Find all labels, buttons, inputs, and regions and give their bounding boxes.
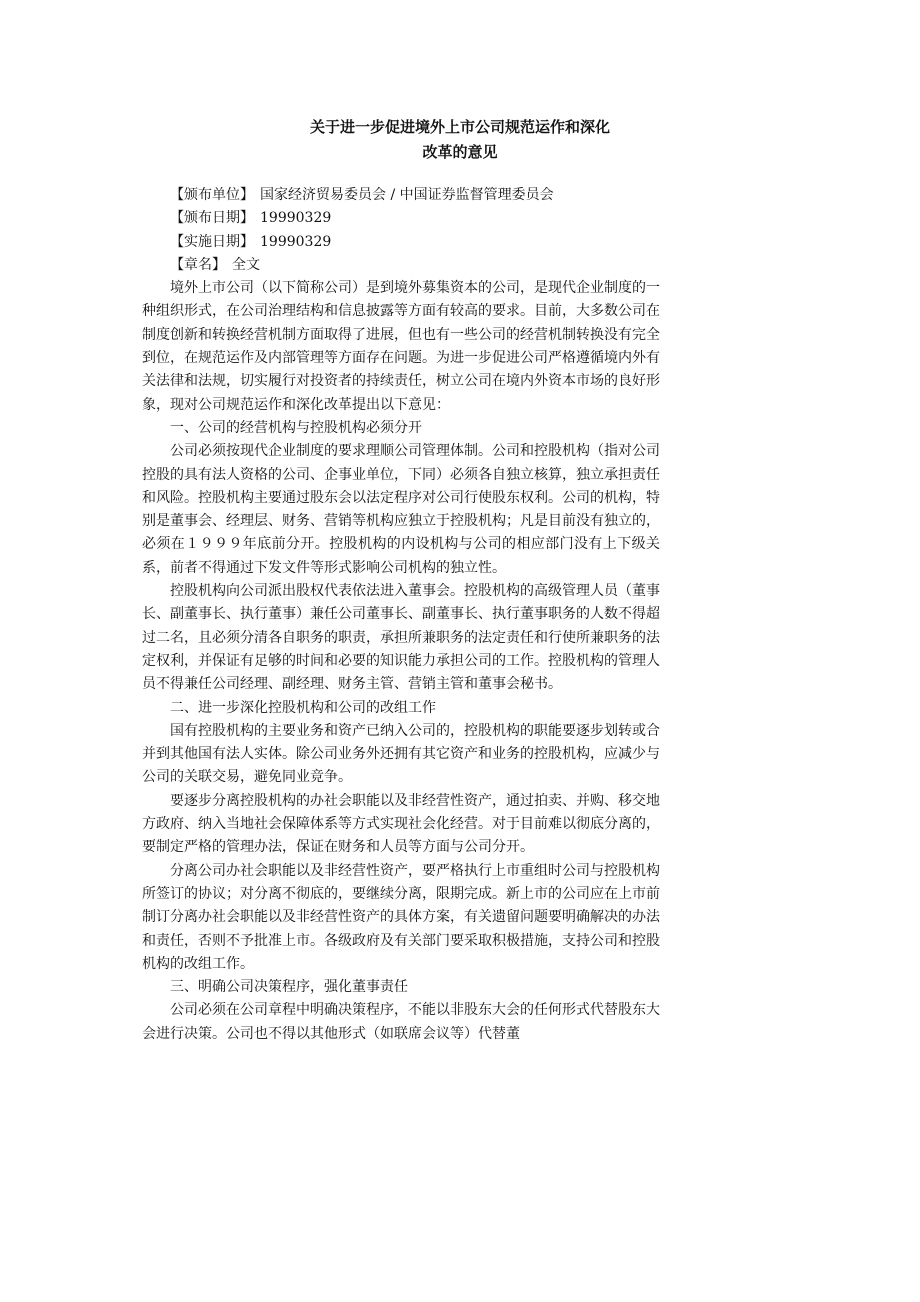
meta-chapter (142, 254, 660, 277)
document-body (142, 184, 660, 1046)
meta-value: 19990329 (260, 210, 332, 227)
meta-issuer (142, 184, 660, 207)
paragraph: 公司必须在公司章程中明确决策程序，不能以非股东大会的任何形式代替股东大会进行决策。公司也不得以其他形式（如联席会议等）代替董 (142, 1002, 660, 1042)
meta-value: 国家经济贸易委员会 / 中国证券监督管理委员会 (260, 187, 554, 203)
meta-label: 【颁布单位】 (170, 187, 254, 203)
meta-value: 全文 (232, 256, 260, 273)
section-heading-3: 三、明确公司决策程序，强化董事责任 (170, 979, 408, 996)
paragraph: 分离公司办社会职能以及非经营性资产，要严格执行上市重组时公司与控股机构所签订的协议；对分离不彻底的，要继续分离，限期完成。新上市的公司应在上市前制订分离办社会职能以及非经营性资产的具体方案，有关遗留问题要明确解决的办法和责任，否则不予批准上市。各级政府及有关部门要采取积极措施，支持公司和控股机构的改组工作。 (142, 862, 660, 972)
section-heading-1: 一、公司的经营机构与控股机构必须分开 (170, 419, 422, 436)
meta-label: 【颁布日期】 (170, 210, 254, 227)
meta-effective-date (142, 231, 660, 254)
paragraph: 要逐步分离控股机构的办社会职能以及非经营性资产，通过拍卖、并购、移交地方政府、纳入当地社会保障体系等方式实现社会化经营。对于目前难以彻底分离的，要制定严格的管理办法，保证在财务和人员等方面与公司分开。 (142, 792, 660, 856)
document-title-line-1: 关于进一步促进境外上市公司规范运作和深化 (309, 118, 610, 136)
section-heading-2: 二、进一步深化控股机构和公司的改组工作 (170, 699, 436, 716)
paragraph-intro: 境外上市公司（以下简称公司）是到境外募集资本的公司，是现代企业制度的一种组织形式，在公司治理结构和信息披露等方面有较高的要求。目前，大多数公司在制度创新和转换经营机制方面取得了进展，但也有一些公司的经营机制转换没有完全到位，在规范运作及内部管理等方面存在问题。为进一步促进公司严格遵循境内外有关法律和法规，切实履行对投资者的持续责任，树立公司在境内外资本市场的良好形象，现对公司规范运作和深化改革提出以下意见： (142, 280, 660, 413)
meta-label: 【实施日期】 (170, 233, 254, 250)
meta-issue-date (142, 207, 660, 230)
paragraph: 控股机构向公司派出股权代表依法进入董事会。控股机构的高级管理人员（董事长、副董事长、执行董事）兼任公司董事长、副董事长、执行董事职务的人数不得超过二名，且必须分清各自职务的职责，承担所兼职务的法定责任和行使所兼职务的法定权利，并保证有足够的时间和必要的知识能力承担公司的工作。控股机构的管理人员不得兼任公司经理、副经理、财务主管、营销主管和董事会秘书。 (142, 583, 660, 693)
paragraph: 公司必须按现代企业制度的要求理顺公司管理体制。公司和控股机构（指对公司控股的具有法人资格的公司、企事业单位，下同）必须各自独立核算，独立承担责任和风险。控股机构主要通过股东会以法定程序对公司行使股东权利。公司的机构，特别是董事会、经理层、财务、营销等机构应独立于控股机构；凡是目前没有独立的，必须在１９９９年底前分开。控股机构的内设机构与公司的相应部门没有上下级关系，前者不得通过下发文件等形式影响公司机构的独立性。 (142, 443, 660, 576)
meta-value: 19990329 (260, 233, 332, 250)
paragraph: 国有控股机构的主要业务和资产已纳入公司的，控股机构的职能要逐步划转或合并到其他国有法人实体。除公司业务外还拥有其它资产和业务的控股机构，应减少与公司的关联交易，避免同业竞争。 (142, 722, 660, 786)
meta-label: 【章名】 (170, 256, 226, 273)
document-title-line-2: 改革的意见 (422, 143, 498, 161)
